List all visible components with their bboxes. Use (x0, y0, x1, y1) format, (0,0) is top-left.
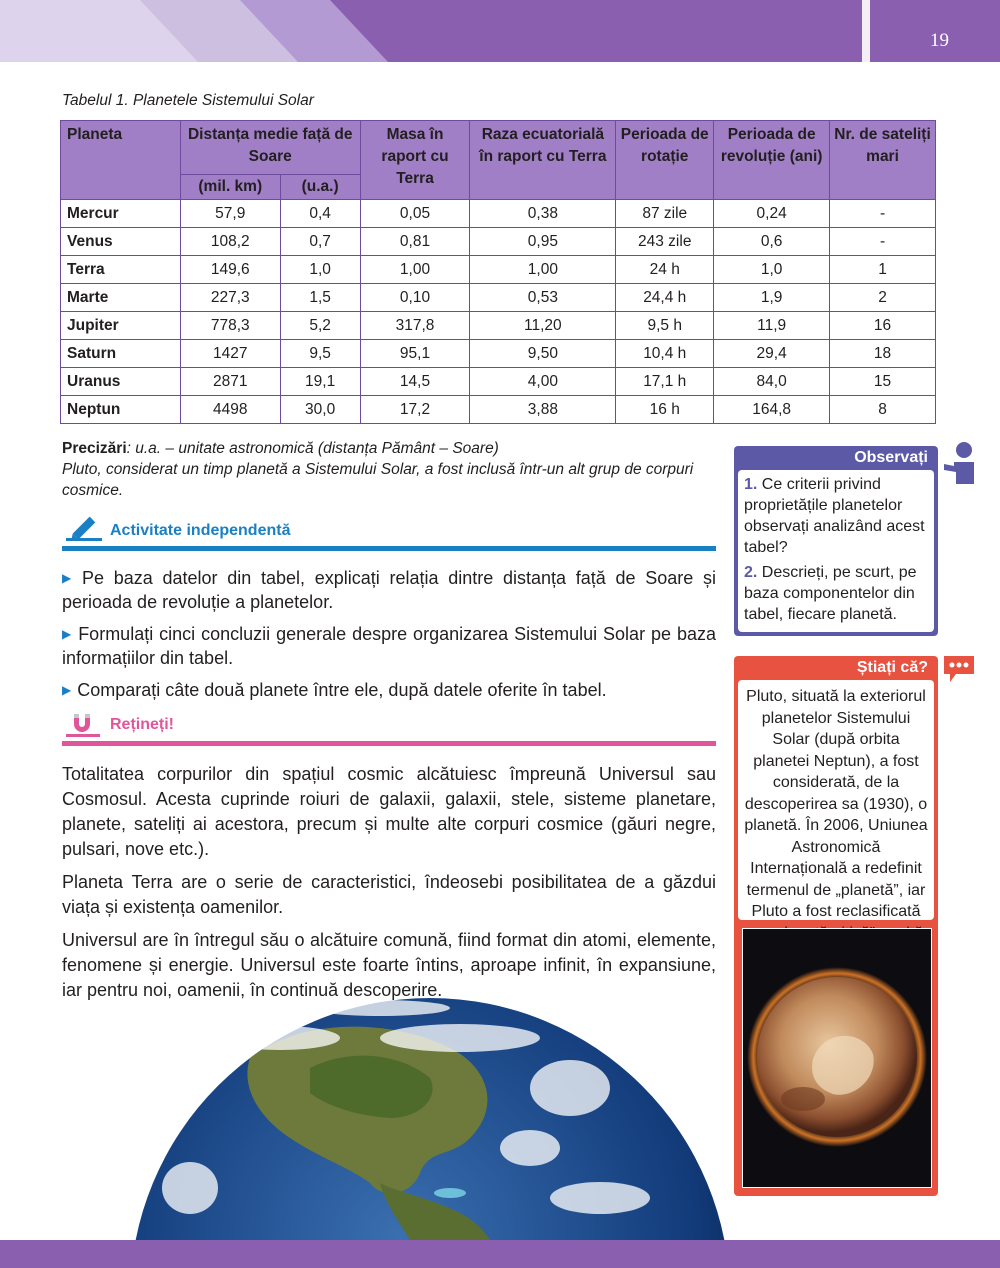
cell-revolution: 1,0 (714, 256, 830, 284)
table-row (61, 312, 936, 340)
cell-au: 1,0 (280, 256, 360, 284)
table-row (61, 284, 936, 312)
cell-radius: 3,88 (470, 396, 616, 424)
cell-mass: 14,5 (360, 368, 470, 396)
speech-bubble-icon (942, 654, 976, 684)
cell-radius: 9,50 (470, 340, 616, 368)
cell-au: 5,2 (280, 312, 360, 340)
header-mass: Masa în raport cu Terra (360, 121, 470, 200)
cell-au: 1,5 (280, 284, 360, 312)
cell-rotation: 16 h (616, 396, 714, 424)
cell-km: 149,6 (180, 256, 280, 284)
fact-title: Știați că? (856, 659, 928, 676)
cell-radius: 0,53 (470, 284, 616, 312)
cell-mass: 1,00 (360, 256, 470, 284)
observe-box (734, 446, 938, 636)
remember-paragraph-3: Universul are în întregul său o alcătuire comună, fiind format din atomi, elemente, fenomene și energie. Universul este foarte întins, aproape infinit, în expansiune, iar pentru noi, oamenii, în continuă descoperire. (62, 930, 716, 1000)
table-caption: Tabelul 1. Planetele Sistemului Solar (62, 92, 314, 109)
cell-km: 778,3 (180, 312, 280, 340)
cell-km: 4498 (180, 396, 280, 424)
cell-revolution: 84,0 (714, 368, 830, 396)
footer-bar (0, 1240, 1000, 1268)
header-radius: Raza ecuatorială în raport cu Terra (470, 121, 616, 200)
table-row (61, 200, 936, 228)
activity-list (62, 566, 716, 710)
cell-name: Venus (61, 228, 181, 256)
item-number: 1. (744, 476, 758, 493)
cell-name: Terra (61, 256, 181, 284)
cell-revolution: 1,9 (714, 284, 830, 312)
cell-name: Saturn (61, 340, 181, 368)
cell-mass: 0,10 (360, 284, 470, 312)
cell-satellites: 15 (830, 368, 936, 396)
table-row (61, 256, 936, 284)
fact-box (734, 656, 938, 1196)
cell-satellites: 1 (830, 256, 936, 284)
header-rotation: Perioada de rotație (616, 121, 714, 200)
header-band (0, 0, 1000, 62)
cell-km: 108,2 (180, 228, 280, 256)
remember-title: Rețineți! (110, 716, 174, 733)
observe-content (738, 470, 934, 632)
cell-rotation: 17,1 h (616, 368, 714, 396)
cell-mass: 17,2 (360, 396, 470, 424)
header-satellites: Nr. de sateliți mari (830, 121, 936, 200)
header-distance-km: (mil. km) (180, 175, 280, 200)
header-distance-au: (u.a.) (280, 175, 360, 200)
cell-rotation: 87 zile (616, 200, 714, 228)
remember-paragraph-1: Totalitatea corpurilor din spațiul cosmic alcătuiesc împreună Universul sau Cosmosul. Acesta cuprinde roiuri de galaxii, galaxii, stele, sisteme planetare, planete, sateliți ai acestora, precum și multe alte corpuri cosmice (găuri negre, pulsari, nove etc.). (62, 764, 716, 859)
cell-name: Marte (61, 284, 181, 312)
cell-satellites: 18 (830, 340, 936, 368)
triangle-bullet-icon: ▶ (62, 683, 72, 697)
list-item (62, 566, 716, 614)
activity-title: Activitate independentă (110, 522, 291, 539)
remember-divider (62, 741, 716, 746)
cell-radius: 4,00 (470, 368, 616, 396)
cell-revolution: 0,24 (714, 200, 830, 228)
notes-abbr: : u.a. – unitate astronomică (distanța Pământ – Soare) (126, 440, 499, 457)
cell-au: 19,1 (280, 368, 360, 396)
cell-name: Mercur (61, 200, 181, 228)
activity-item-1: Pe baza datelor din tabel, explicați relația dintre distanța față de Soare și perioada de revoluție a planetelor. (62, 568, 716, 612)
fact-text: Pluto, situată la exteriorul planetelor Sistemului Solar (după orbita planetei Neptun), a fost considerată, de la descoperirea sa (1930), o planetă. În 2006, Uniunea Astronomică Internațională a redefinit termenul de „planetă”, iar Pluto a fost reclasificată ca „planetă pitică”, o altă categorie de corpuri (738, 680, 934, 920)
cell-km: 57,9 (180, 200, 280, 228)
cell-rotation: 24,4 h (616, 284, 714, 312)
list-item (744, 474, 928, 558)
table-row (61, 228, 936, 256)
cell-mass: 0,05 (360, 200, 470, 228)
cell-revolution: 11,9 (714, 312, 830, 340)
remember-text (62, 762, 716, 1011)
table-body (61, 200, 936, 424)
observe-title: Observați (854, 449, 928, 466)
activity-item-3: Comparați câte două planete între ele, după datele oferite în tabel. (77, 680, 607, 700)
activity-divider (62, 546, 716, 551)
triangle-bullet-icon: ▶ (62, 627, 73, 641)
cell-rotation: 243 zile (616, 228, 714, 256)
table-notes (62, 438, 722, 501)
cell-mass: 0,81 (360, 228, 470, 256)
cell-satellites: 16 (830, 312, 936, 340)
cell-au: 9,5 (280, 340, 360, 368)
notes-pluto: Pluto, considerat un timp planetă a Sistemului Solar, a fost inclusă într-un alt grup de corpuri cosmice. (62, 461, 694, 499)
cell-revolution: 164,8 (714, 396, 830, 424)
header-planet: Planeta (61, 121, 181, 200)
notes-label: Precizări (62, 440, 127, 457)
list-item (62, 622, 716, 670)
cell-rotation: 24 h (616, 256, 714, 284)
page-number: 19 (930, 30, 949, 51)
table-row (61, 396, 936, 424)
cell-name: Uranus (61, 368, 181, 396)
cell-satellites: 2 (830, 284, 936, 312)
cell-rotation: 9,5 h (616, 312, 714, 340)
cell-satellites: - (830, 200, 936, 228)
planets-table (60, 120, 936, 424)
cell-au: 0,7 (280, 228, 360, 256)
cell-mass: 95,1 (360, 340, 470, 368)
cell-rotation: 10,4 h (616, 340, 714, 368)
pluto-image (742, 928, 932, 1188)
cell-satellites: - (830, 228, 936, 256)
triangle-bullet-icon: ▶ (62, 571, 76, 585)
cell-radius: 0,38 (470, 200, 616, 228)
cell-name: Jupiter (61, 312, 181, 340)
remember-paragraph-2: Planeta Terra are o serie de caracteristici, îndeosebi posibilitatea de a găzdui viața și existența oamenilor. (62, 872, 716, 917)
cell-au: 0,4 (280, 200, 360, 228)
list-item (744, 562, 928, 625)
cell-radius: 0,95 (470, 228, 616, 256)
cell-au: 30,0 (280, 396, 360, 424)
cell-radius: 11,20 (470, 312, 616, 340)
magnet-icon (66, 710, 100, 740)
table-row (61, 340, 936, 368)
cell-revolution: 29,4 (714, 340, 830, 368)
earth-image (130, 998, 730, 1240)
cell-radius: 1,00 (470, 256, 616, 284)
table-row (61, 368, 936, 396)
list-item (62, 678, 716, 702)
cell-km: 2871 (180, 368, 280, 396)
cell-satellites: 8 (830, 396, 936, 424)
header-revolution: Perioada de revoluție (ani) (714, 121, 830, 200)
cell-mass: 317,8 (360, 312, 470, 340)
cell-km: 1427 (180, 340, 280, 368)
cell-name: Neptun (61, 396, 181, 424)
activity-item-2: Formulați cinci concluzii generale despre organizarea Sistemului Solar pe baza informațiilor din tabel. (62, 624, 717, 668)
pencil-icon (66, 514, 102, 544)
cell-revolution: 0,6 (714, 228, 830, 256)
observe-item-2: Descrieți, pe scurt, pe baza componentelor din tabel, fiecare planetă. (744, 564, 917, 623)
teacher-icon (942, 440, 978, 486)
cell-km: 227,3 (180, 284, 280, 312)
header-distance: Distanța medie față de Soare (180, 121, 360, 175)
item-number: 2. (744, 564, 758, 581)
observe-item-1: Ce criterii privind proprietățile planetelor observați analizând acest tabel? (744, 476, 925, 556)
